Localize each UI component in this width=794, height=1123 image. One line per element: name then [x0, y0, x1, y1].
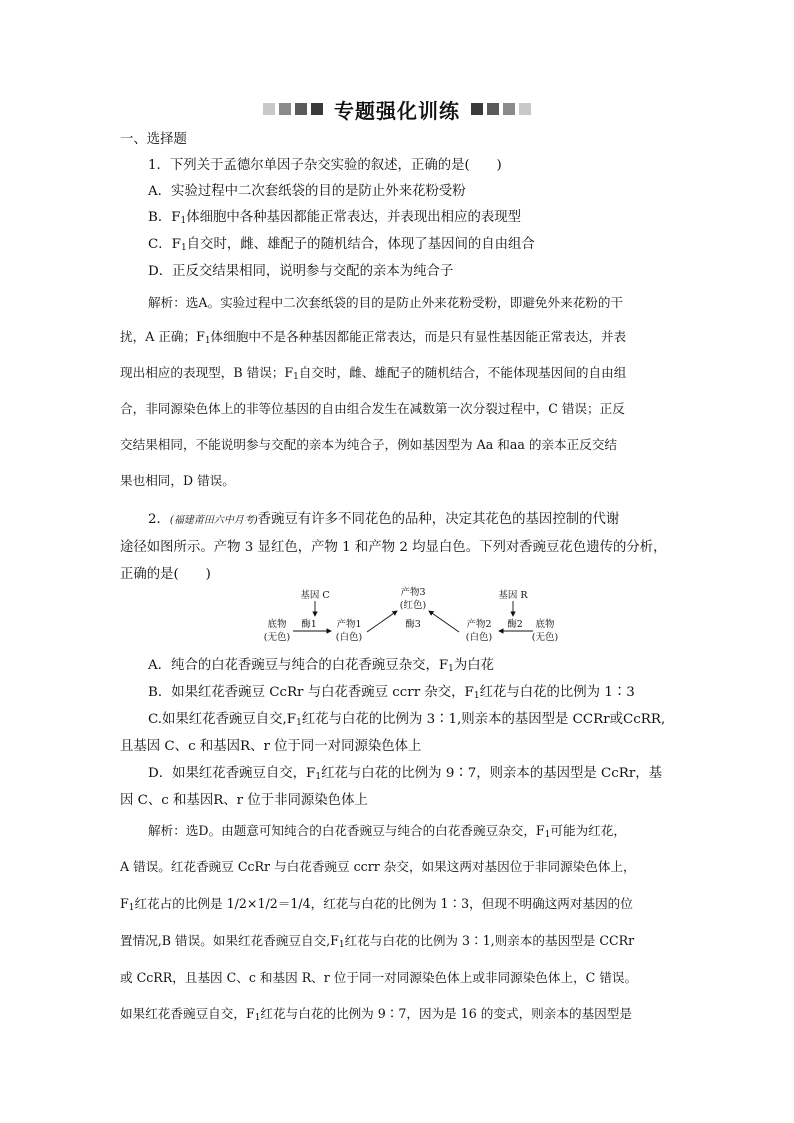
- q1-option-c: C．$F_1$自交时，雌、雄配子的随机结合，体现了基因间的自由组合: [148, 237, 535, 253]
- label-red: (红色): [399, 600, 427, 611]
- label-substrate-right: 底物: [535, 619, 555, 630]
- title-banner: [0, 94, 794, 124]
- deco-square: [519, 103, 531, 115]
- page-title: 专题强化训练: [334, 98, 460, 123]
- q1-explanation: 合，非同源染色体上的非等位基因的自由组合发生在减数第一次分裂过程中，C 错误；正反: [120, 401, 625, 416]
- label-enzyme3: 酶3: [405, 619, 421, 630]
- q1-explanation: 现出相应的表现型，B 错误；$F_1$自交时，雌、雄配子的随机结合，不能体现基因间的自由组: [120, 365, 627, 382]
- label-white-left: (白色): [335, 632, 363, 643]
- section-heading: 一、选择题: [120, 132, 187, 147]
- label-enzyme2: 酶2: [507, 619, 523, 630]
- label-gene-c: 基因 C: [300, 590, 330, 601]
- label-gene-r: 基因 R: [498, 590, 528, 601]
- deco-square: [279, 103, 291, 115]
- q2-explanation: 置情况,B 错误。如果红花香豌豆自交$,F_1$红花与白花的比例为 3∶1,则亲本的基因型是 CCRr: [120, 933, 635, 950]
- q2-stem: 正确的是( ): [120, 567, 211, 582]
- label-product2: 产物2: [466, 619, 492, 630]
- q1-explanation: 交结果相同，不能说明参与交配的亲本为纯合子，例如基因型为 Aa 和aa 的亲本正反交结: [120, 437, 618, 452]
- q2-source: (福建莆田六中月考): [169, 515, 258, 526]
- q2-option-c: C.如果红花香豌豆自交$,F_1$红花与白花的比例为 3∶1,则亲本的基因型是 CCRr或CcRR,: [148, 712, 666, 728]
- q2-explanation: 如果红花香豌豆自交，$F_1$红花与白花的比例为 9∶7，因为是 16 的变式，则亲本的基因型是: [120, 1006, 632, 1023]
- label-enzyme1: 酶1: [301, 619, 317, 630]
- label-colorless-right: (无色): [531, 632, 559, 643]
- arrow-product2-to-3: [429, 611, 459, 632]
- q1-stem: 1．下列关于孟德尔单因子杂交实验的叙述，正确的是( ): [148, 158, 502, 173]
- q2-option-c: 且基因 C、c 和基因R、r 位于同一对同源染色体上: [120, 739, 422, 754]
- q1-explanation: 解析：选A。实验过程中二次套纸袋的目的是防止外来花粉受粉，即避免外来花粉的干: [148, 295, 624, 310]
- q2-option-d: 因 C、c 和基因R、r 位于非同源染色体上: [120, 793, 368, 808]
- label-product1: 产物1: [336, 619, 362, 630]
- deco-square: [487, 103, 499, 115]
- metabolic-pathway-diagram: [255, 585, 565, 647]
- q1-option-a: A．实验过程中二次套纸袋的目的是防止外来花粉受粉: [148, 184, 466, 199]
- arrow-product1-to-3: [367, 611, 397, 632]
- deco-square: [503, 103, 515, 115]
- label-substrate-left: 底物: [267, 619, 287, 630]
- deco-square: [311, 103, 323, 115]
- q2-option-a: A．纯合的白花香豌豆与纯合的白花香豌豆杂交，$F_1$为白花: [148, 658, 495, 674]
- q1-option-b: B．$F_1$体细胞中各种基因都能正常表达，并表现出相应的表现型: [148, 210, 522, 226]
- label-white-right: (白色): [465, 632, 493, 643]
- q2-explanation: A 错误。红花香豌豆 CcRr 与白花香豌豆 ccrr 杂交，如果这两对基因位于非同源染色体上，: [120, 859, 636, 874]
- label-product3: 产物3: [400, 587, 426, 598]
- q2-option-d: D．如果红花香豌豆自交，$F_1$红花与白花的比例为 9∶7，则亲本的基因型是 CcRr，基: [148, 766, 663, 782]
- q1-option-d: D．正反交结果相同，说明参与交配的亲本为纯合子: [148, 264, 454, 279]
- q2-option-b: B．如果红花香豌豆 CcRr 与白花香豌豆 ccrr 杂交，$F_1$红花与白花的比例为 1∶3: [148, 685, 635, 701]
- deco-square: [263, 103, 275, 115]
- q2-explanation: 或 CcRR，且基因 C、c 和基因 R、r 位于同一对同源染色体上或非同源染色体上，C 错误。: [120, 970, 638, 985]
- q2-stem: 2．(福建莆田六中月考)香豌豆有许多不同花色的品种，决定其花色的基因控制的代谢: [148, 512, 620, 527]
- q2-explanation: $F_1$红花占的比例是 1/2×1/2＝1/4，红花与白花的比例为 1∶3，但现不明确这两对基因的位: [120, 896, 633, 913]
- q2-explanation: 解析：选D。由题意可知纯合的白花香豌豆与纯合的白花香豌豆杂交，$F_1$可能为红花，: [148, 823, 626, 840]
- q1-explanation: 果也相同，D 错误。: [120, 473, 235, 488]
- deco-square: [295, 103, 307, 115]
- deco-square: [471, 103, 483, 115]
- q2-stem: 途径如图所示。产物 3 显红色，产物 1 和产物 2 均显白色。下列对香豌豆花色遗传的分析，: [120, 540, 667, 555]
- q1-explanation: 扰，A 正确；$F_1$体细胞中不是各种基因都能正常表达，而是只有显性基因能正常表达，并表: [120, 329, 627, 346]
- label-colorless-left: (无色): [263, 632, 291, 643]
